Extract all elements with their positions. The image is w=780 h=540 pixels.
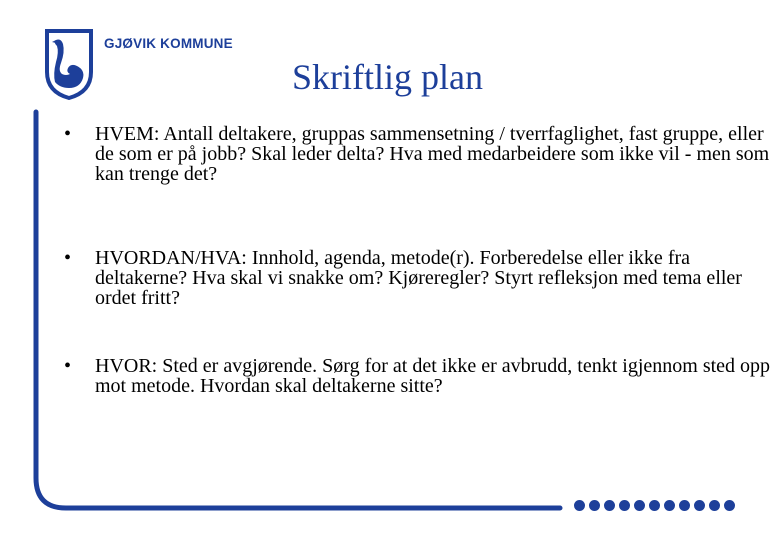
decorative-dot (709, 500, 720, 511)
bullet-text: HVEM: Antall deltakere, gruppas sammensetning / tverrfaglighet, fast gruppe, eller de som er på jobb? Skal leder delta? Hva med medarbeidere som ikke vil - men som kan trenge det? (95, 123, 770, 185)
decorative-dot (679, 500, 690, 511)
decorative-dot (604, 500, 615, 511)
decorative-dot (589, 500, 600, 511)
bullet-item-who (64, 124, 775, 184)
bullet-item-how-what (64, 248, 775, 308)
decorative-dot (619, 500, 630, 511)
bullet-text: HVOR: Sted er avgjørende. Sørg for at det ikke er avbrudd, tenkt igjennom sted opp mot metode. Hvordan skal deltakerne sitte? (95, 355, 771, 397)
bullet-symbol: • (64, 247, 72, 269)
bullet-item-where (64, 356, 775, 396)
decorative-dot-row (574, 500, 739, 514)
slide-title: Skriftlig plan (292, 57, 483, 97)
decorative-dot (694, 500, 705, 511)
decorative-dot (649, 500, 660, 511)
bullet-symbol: • (64, 123, 72, 145)
brand-name: GJØVIK KOMMUNE (104, 36, 233, 51)
decorative-dot (724, 500, 735, 511)
decorative-dot (574, 500, 585, 511)
decorative-dot (634, 500, 645, 511)
swan-logo-icon (44, 28, 94, 100)
bullet-symbol: • (64, 355, 72, 377)
bullet-text: HVORDAN/HVA: Innhold, agenda, metode(r). Forberedelse eller ikke fra deltakerne? Hva skal vi snakke om? Kjøreregler? Styrt refleksjon med tema eller ordet fritt? (95, 247, 742, 309)
decorative-dot (664, 500, 675, 511)
